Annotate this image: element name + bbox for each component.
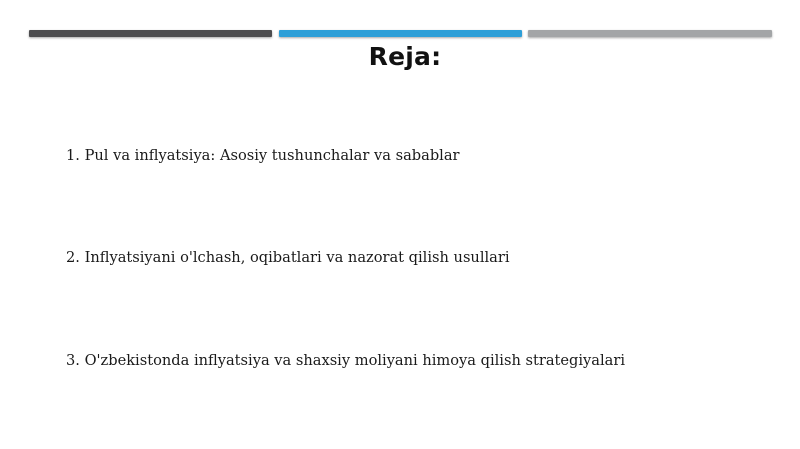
accent-bar-gray xyxy=(528,30,772,37)
plan-item-3: 3. O'zbekistonda inflyatsiya va shaxsiy moliyani himoya qilish strategiyalari xyxy=(66,352,625,369)
top-accent-bars xyxy=(29,30,772,38)
plan-item-2: 2. Inflyatsiyani o'lchash, oqibatlari va nazorat qilish usullari xyxy=(66,249,510,266)
plan-item-1: 1. Pul va inflyatsiya: Asosiy tushunchalar va sabablar xyxy=(66,147,460,164)
accent-bar-blue xyxy=(279,30,522,37)
accent-bar-dark xyxy=(29,30,272,37)
slide-title: Reja: xyxy=(368,42,442,71)
